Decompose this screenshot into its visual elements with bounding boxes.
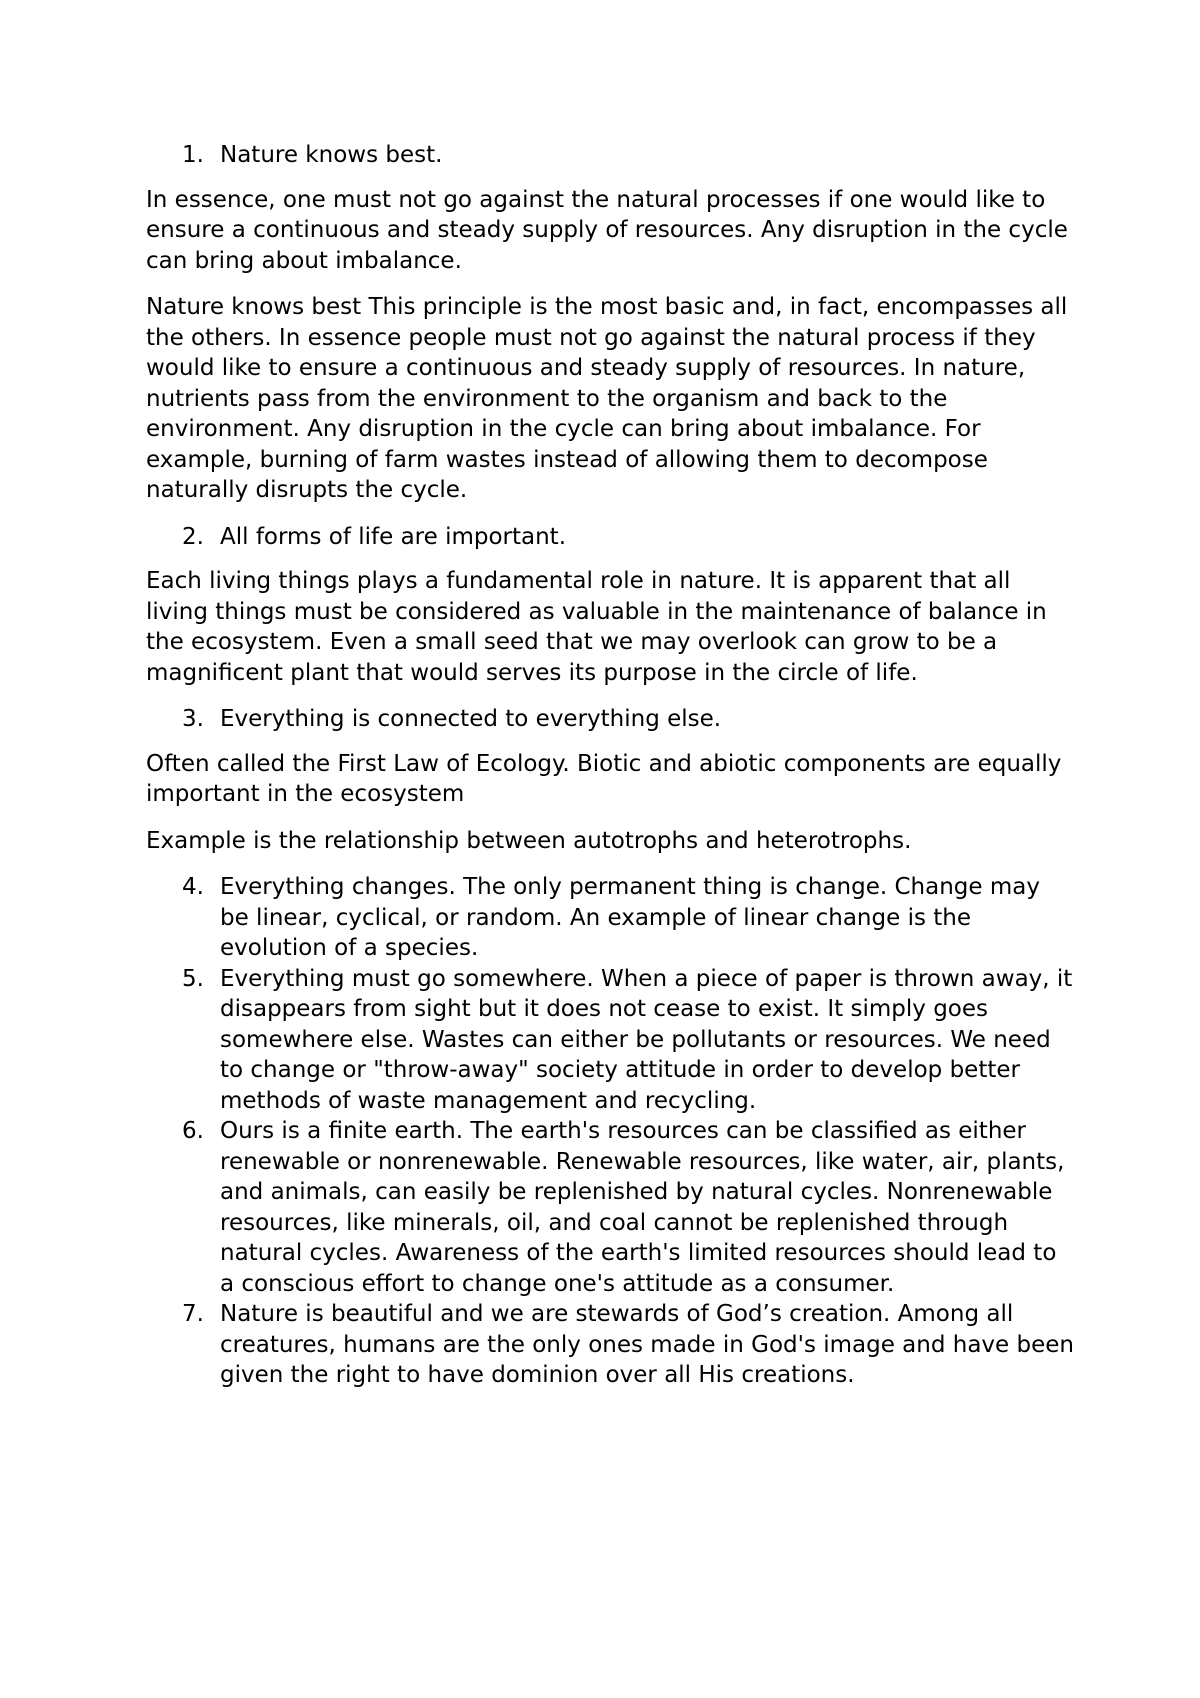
list-item-text: Ours is a finite earth. The earth's resources can be classified as either renewable or nonrenewable. Renewable resources, like water, air, plants, and animals, can easily be replenished by natural cycles. Nonrenewable resources, like minerals, oil, and coal cannot be replenished through natural cycles. Awareness of the earth's limited resources should lead to a conscious effort to change one's attitude as a consumer.	[220, 1118, 1065, 1297]
list-item-4	[146, 872, 1076, 964]
paragraph-5: Example is the relationship between autotrophs and heterotrophs.	[146, 827, 912, 854]
list-number: 2.	[182, 523, 204, 550]
list-number: 5.	[182, 965, 204, 992]
list-number: 7.	[182, 1301, 204, 1327]
paragraph-3: Each living things plays a fundamental role in nature. It is apparent that all living things must be considered as valuable in the maintenance of balance in the ecosystem. Even a small seed that we may overlook can grow to be a magnificent plant that would serves its purpose in the circle of life.	[146, 568, 1047, 686]
list-item-text: Everything changes. The only permanent thing is change. Change may be linear, cyclical, or random. An example of linear change is the evolution of a species.	[220, 874, 1040, 961]
paragraph-1: In essence, one must not go against the natural processes if one would like to ensure a continuous and steady supply of resources. Any disruption in the cycle can bring about imbalance.	[146, 186, 1068, 274]
list-item-text: Nature is beautiful and we are stewards of God’s creation. Among all creatures, humans are the only ones made in God's image and have been given the right to have dominion over all His creations.	[220, 1301, 1074, 1388]
list-item-text: Everything is connected to everything else.	[220, 706, 722, 732]
list-item-text: Nature knows best.	[220, 142, 443, 168]
list-item-text: Everything must go somewhere. When a piece of paper is thrown away, it disappears from sight but it does not cease to exist. It simply goes somewhere else. Wastes can either be pollutants or resources. We need to change or "throw-away" society attitude in order to develop better methods of waste management and recycling.	[220, 965, 1073, 1114]
list-number: 1.	[182, 142, 204, 168]
list-item-3	[146, 704, 1076, 735]
list-item-6	[146, 1116, 1076, 1299]
list-item-2	[146, 522, 1076, 553]
list-number: 3.	[182, 706, 204, 732]
list-item-7	[146, 1299, 1076, 1391]
list-item-text: All forms of life are important.	[220, 523, 567, 550]
paragraph-2: Nature knows best This principle is the most basic and, in fact, encompasses all the others. In essence people must not go against the natural process if they would like to ensure a continuous and steady supply of resources. In nature, nutrients pass from the environment to the organism and back to the environment. Any disruption in the cycle can bring about imbalance. For example, burning of farm wastes instead of allowing them to decompose naturally disrupts the cycle.	[146, 294, 1068, 503]
document-page	[146, 140, 1076, 1391]
list-number: 6.	[182, 1118, 204, 1144]
list-item-5	[146, 964, 1076, 1117]
list-item-1	[146, 140, 1076, 171]
paragraph-4: Often called the First Law of Ecology. Biotic and abiotic components are equally important in the ecosystem	[146, 750, 1062, 807]
list-number: 4.	[182, 874, 204, 900]
